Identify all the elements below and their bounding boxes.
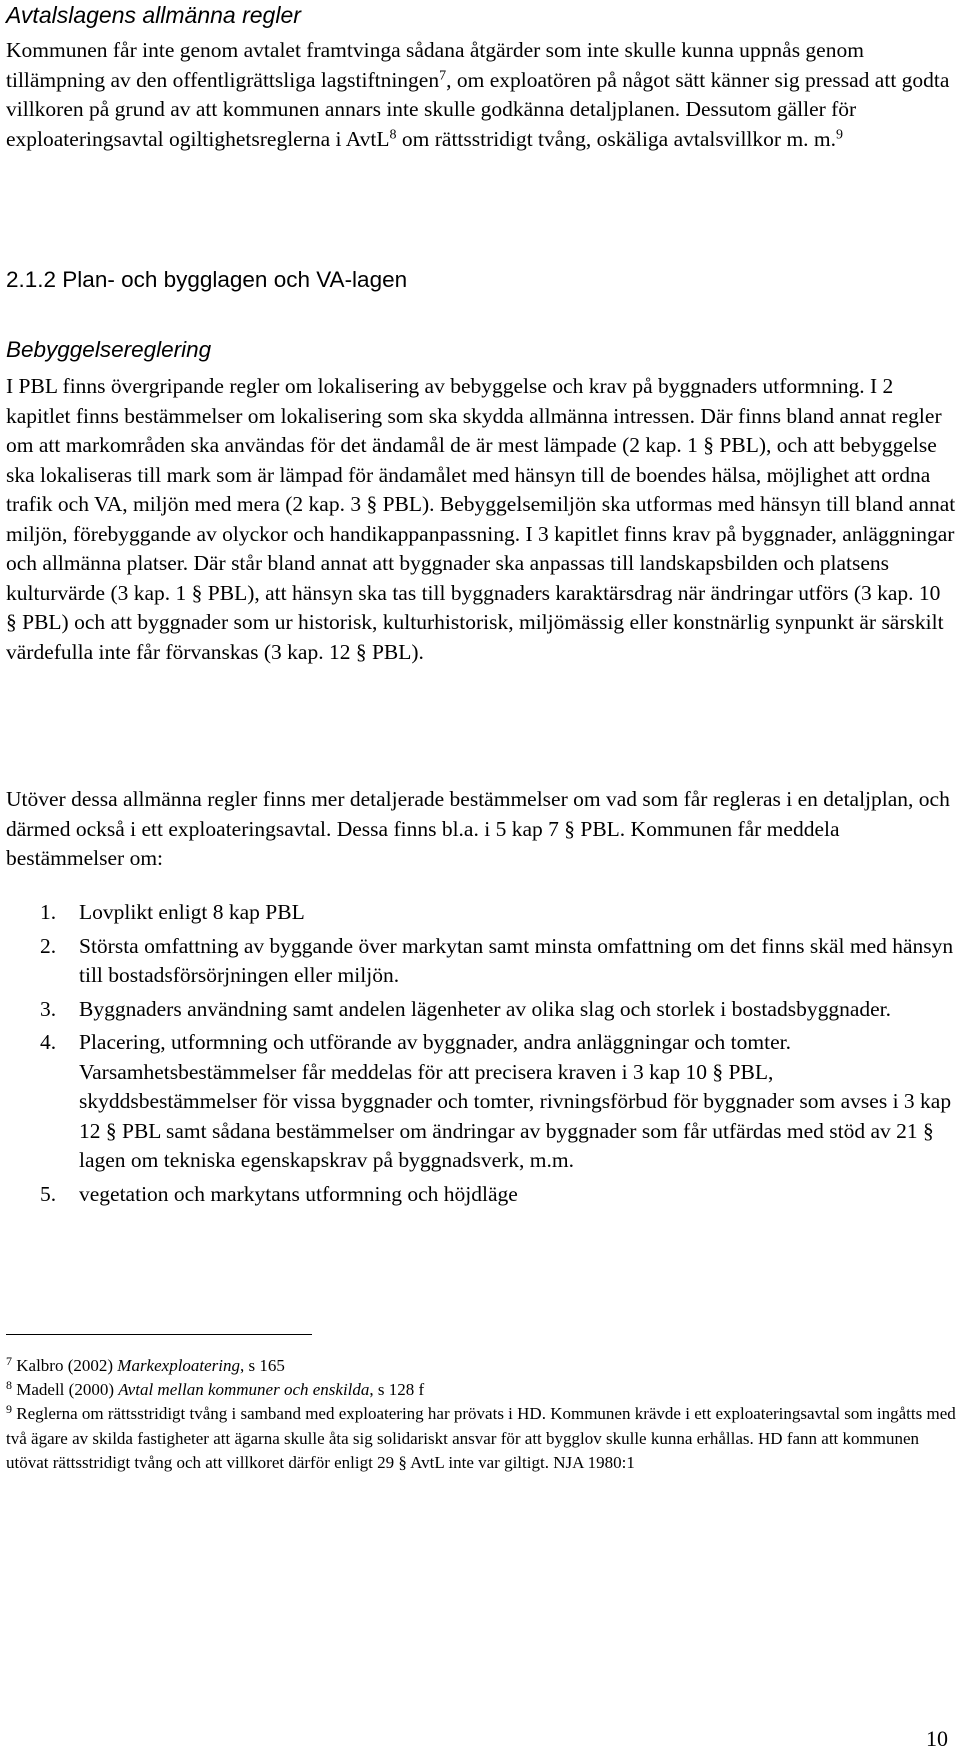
footnote-ref-7[interactable]: 7 xyxy=(439,67,447,83)
subheading-bebyggelsereglering: Bebyggelsereglering xyxy=(6,337,212,362)
list-text: Lovplikt enligt 8 kap PBL xyxy=(79,900,305,924)
footnote-number: 8 xyxy=(6,1378,12,1392)
footnote-8 xyxy=(6,1378,956,1403)
footnote-title: Markexploatering xyxy=(117,1356,241,1375)
list-text: Byggnaders användning samt andelen lägenheter av olika slag och storlek i bostadsbyggnader. xyxy=(79,996,892,1021)
paragraph-bebyggelsereglering: I PBL finns övergripande regler om lokalisering av bebyggelse och krav på byggnaders utformning. I 2 kapitlet finns bestämmelser om lokalisering som ska skydda allmänna intressen. Där finns bland annat regler om att markområden ska användas för det ändamål de är mest lämpade (2 kap. 1 § PBL), och att bebyggelse ska lokaliseras till mark som är lämpad för ändamålet med hänsyn till de boendes hälsa, möjlighet att ordna trafik och VA, miljön med mera (2 kap. 3 § PBL). Bebyggelsemiljön ska utformas med hänsyn till bland annat miljön, förebyggande av olyckor och handikappanpassning. I 3 kapitlet finns krav på byggnader, anläggningar och allmänna platser. Där står bland annat att byggnader ska anpassas till landskapsbilden och platsens kulturvärde (3 kap. 1 § PBL), att hänsyn ska tas till byggnaders karaktärsdrag när ändringar utförs (3 kap. 10 § PBL) och att byggnader som ur historisk, kulturhistorisk, miljömässig eller konstnärlig synpunkt är särskilt värdefulla inte får förvanskas (3 kap. 12 § PBL). xyxy=(6,374,956,664)
page-number: 10 xyxy=(926,1726,948,1751)
footnote-text: Kalbro (2002) xyxy=(12,1356,118,1375)
footnote-text: Madell (2000) xyxy=(12,1380,119,1399)
footnote-ref-9[interactable]: 9 xyxy=(836,126,844,142)
footnote-text: , s 165 xyxy=(240,1356,285,1375)
footnote-separator xyxy=(6,1334,312,1335)
list-item xyxy=(6,995,956,1025)
footnote-9 xyxy=(6,1402,956,1476)
list-number: 3. xyxy=(40,996,57,1021)
list-item xyxy=(6,898,956,928)
heading-avtalslagens-regler: Avtalslagens allmänna regler xyxy=(6,2,301,28)
footnote-number: 9 xyxy=(6,1402,12,1416)
footnote-title: Avtal mellan kommuner och enskilda xyxy=(118,1380,370,1399)
footnote-7 xyxy=(6,1354,956,1379)
para1-text-3: om rättsstridigt tvång, oskäliga avtalsvillkor m. m. xyxy=(396,126,837,151)
list-item xyxy=(6,932,956,991)
list-item xyxy=(6,1180,956,1210)
section-heading-2-1-2: 2.1.2 Plan- och bygglagen och VA-lagen xyxy=(6,267,408,292)
footnote-text: Reglerna om rättsstridigt tvång i samband med exploatering har prövats i HD. Kommunen krävde i ett exploateringsavtal som ingåtts med två ägare av skilda fastigheter att ägarna skulle åta sig solidariskt ansvar för att bygglov skulle kunna erhållas. HD fann att kommunen utövat rättsstridigt tvång och att villkoret därför enligt 29 § AvtL inte var giltigt. NJA 1980:1 xyxy=(6,1404,956,1472)
list-item xyxy=(6,1028,956,1176)
list-text: Placering, utformning och utförande av byggnader, andra anläggningar och tomter. Varsamhetsbestämmelser får meddelas för att precisera kraven i 3 kap 10 § PBL, skyddsbestämmelser för vissa byggnader och tomter, rivningsförbud för byggnader som avses i 3 kap 12 § PBL samt sådana bestämmelser om ändringar av byggnader som får utfärdas med stöd av 21 § lagen om tekniska egenskapskrav på byggnadsverk, m.m. xyxy=(79,1030,952,1172)
list-text: Största omfattning av byggande över markytan samt minsta omfattning om det finns skäl med hänsyn till bostadsförsörjningen eller miljön. xyxy=(79,933,954,987)
bestammelser-list xyxy=(6,898,956,1213)
para1-text-2: , om exploatören på något sätt känner sig pressad att godta villkoren på grund av att kommunen annars inte skulle godkänna detaljplanen. Dessutom gäller för exploateringsavtal ogiltighetsreglerna i AvtL xyxy=(6,67,950,151)
footnote-text: , s 128 f xyxy=(369,1380,425,1399)
paragraph-detaljplan: Utöver dessa allmänna regler finns mer detaljerade bestämmelser om vad som får regleras i en detaljplan, och därmed också i ett exploateringsavtal. Dessa finns bl.a. i 5 kap 7 § PBL. Kommunen får meddela bestämmelser om: xyxy=(6,787,950,870)
list-number: 2. xyxy=(40,933,57,958)
list-number: 4. xyxy=(40,1030,57,1054)
para1-text-1: Kommunen får inte genom avtalet framtvinga sådana åtgärder som inte skulle kunna uppnås genom tillämpning av den offentligrättsliga lagstiftningen xyxy=(6,38,864,92)
footnote-number: 7 xyxy=(6,1354,12,1368)
list-text: vegetation och markytans utformning och höjdläge xyxy=(79,1181,518,1206)
footnote-ref-8[interactable]: 8 xyxy=(389,126,397,142)
paragraph-avtalslagar xyxy=(6,36,956,154)
list-number: 1. xyxy=(40,900,57,924)
list-number: 5. xyxy=(40,1181,57,1206)
